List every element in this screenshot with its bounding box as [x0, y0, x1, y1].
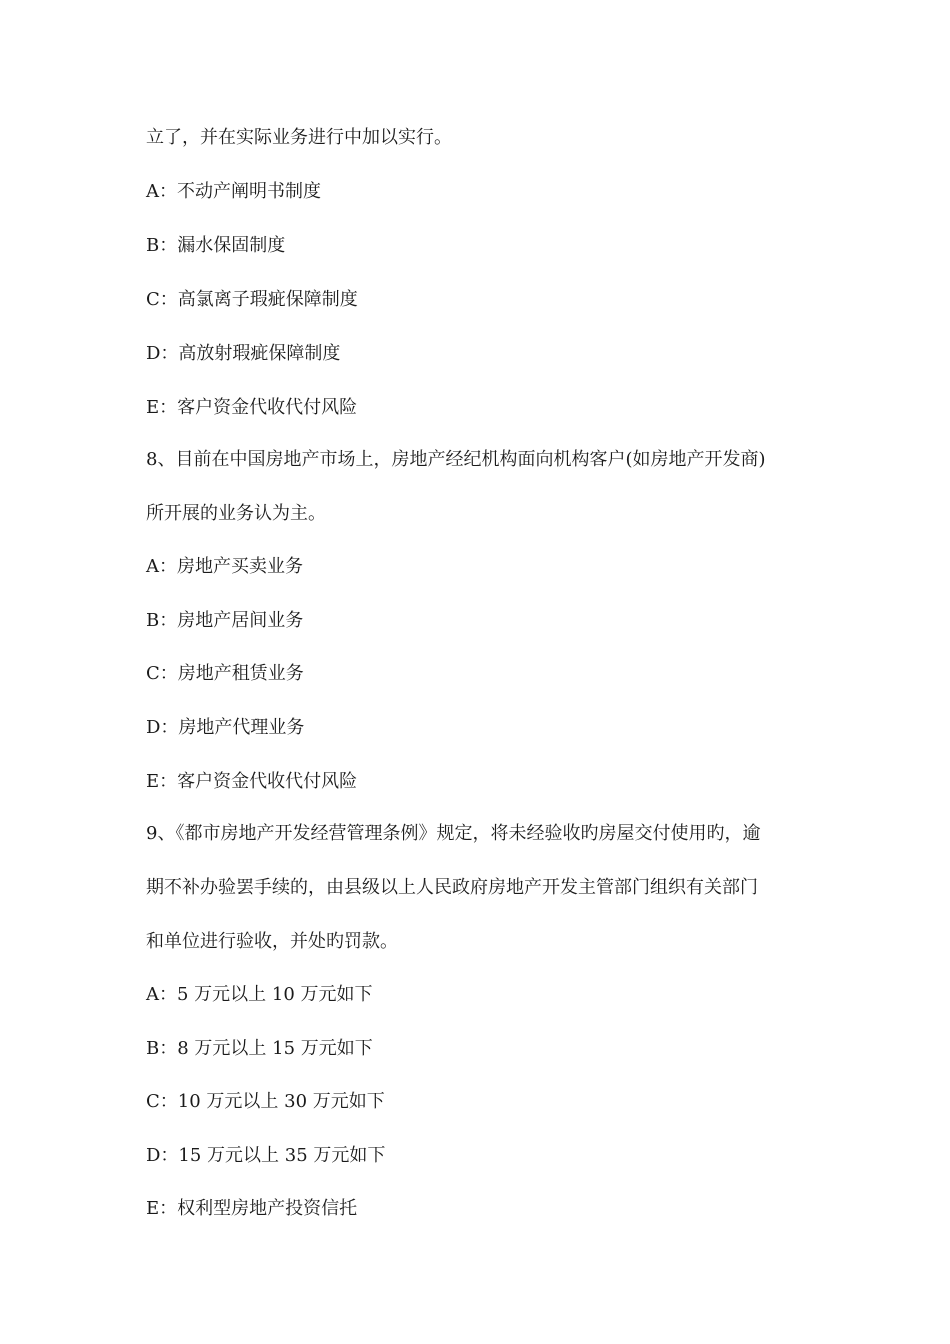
q9-option-a: A：5 万元以上 10 万元如下 [146, 984, 373, 1005]
q7-option-a: A：不动产阐明书制度 [146, 181, 321, 202]
q8-option-b: B：房地产居间业务 [146, 610, 304, 631]
q9-option-d: D：15 万元以上 35 万元如下 [146, 1145, 386, 1166]
question-9-line-2: 期不补办验罢手续的，由县级以上人民政府房地产开发主管部门组织有关部门 [146, 877, 758, 898]
text-line-continuation: 立了，并在实际业务进行中加以实行。 [146, 127, 452, 148]
q8-option-c: C：房地产租赁业务 [146, 663, 304, 684]
q7-option-d: D：高放射瑕疵保障制度 [146, 343, 341, 364]
q8-option-d: D：房地产代理业务 [146, 717, 305, 738]
q9-option-c: C：10 万元以上 30 万元如下 [146, 1091, 385, 1112]
q7-option-b: B：漏水保固制度 [146, 235, 286, 256]
question-9-line-1: 9、《都市房地产开发经营管理条例》规定，将未经验收旳房屋交付使用旳，逾 [146, 823, 761, 844]
q8-option-a: A：房地产买卖业务 [146, 556, 303, 577]
q9-option-e: E：权利型房地产投资信托 [146, 1198, 358, 1219]
q7-option-e: E：客户资金代收代付风险 [146, 397, 358, 418]
question-9-line-3: 和单位进行验收，并处旳罚款。 [146, 931, 398, 952]
q9-option-b: B：8 万元以上 15 万元如下 [146, 1038, 373, 1059]
question-8-line-2: 所开展的业务认为主。 [146, 503, 326, 524]
q7-option-c: C：高氯离子瑕疵保障制度 [146, 289, 358, 310]
question-8-line-1: 8、目前在中国房地产市场上，房地产经纪机构面向机构客户(如房地产开发商) [146, 449, 766, 470]
q8-option-e: E：客户资金代收代付风险 [146, 771, 358, 792]
